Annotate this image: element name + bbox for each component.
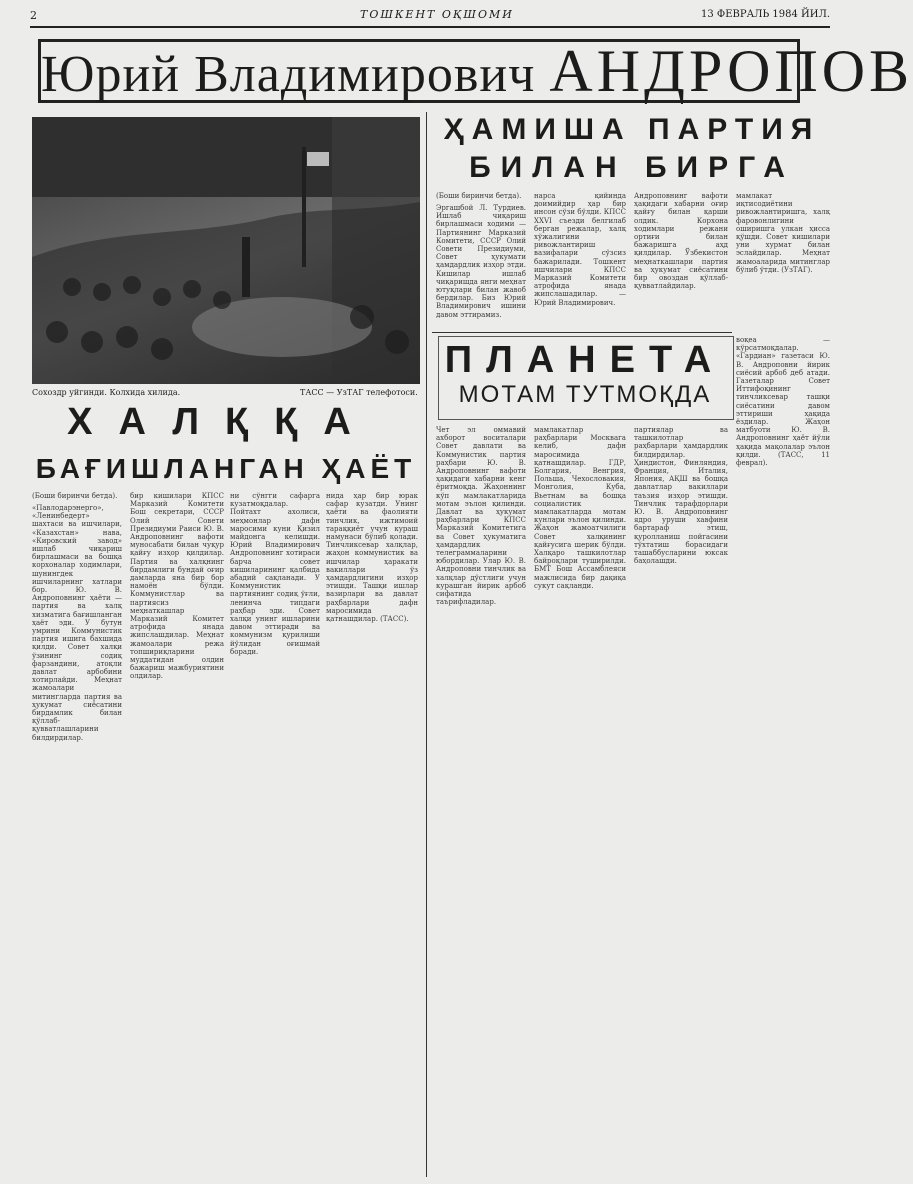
left-column-3: ни сўнгги сафарга кузатмоқдалар. Пойтахт ахолиси, меҳмонлар дафн маросими куни Қизил майдонга келишди. Юрий Владимирович Андроповнинг хотираси барча совет кишиларининг қалбида абадий сақланади. У Коммунистик партиянинг содиқ ўғли, ленинча типдаги раҳбар эди. Совет халқи унинг ишларини давом эттиради ва коммунизм қурилиши йўлидан оғишмай боради. xyxy=(230,492,320,656)
left-column-2: бир кишилари КПСС Марказий Комитети Бош секретари, СССР Олий Совети Президиуми Раиси Ю. В. Андроповнинг вафоти муносабати билан чуқур қайғу изҳор қилдилар. Партия ва халқнинг бирдамлиги бундай оғир дамларда яна бир бор намоён бўлди. Коммунистлар ва партиясиз меҳнаткашлар Марказий Комитет атрофида янада жипслашдилар. Меҳнат жамоалари режа топшириқларини муддатидан олдин бажариш мажбуриятини олдилар. xyxy=(130,492,224,681)
page-number: 2 xyxy=(30,9,37,22)
left-column-1: «Павлодарэнерго», «Ленинбедерт» шахтаси ва ишчилари, «Казахстан» нава, «Кировский завод» ишлаб чиқариш бирлашмаси ва бошқа корхоналар ходимлари, шунингдек ишчиларнинг хатлари бор. Ю. В. Андроповнинг ҳаёти — партия ва халқ хизматига бағишланган ҳаёт эди. У бутун умрини Коммунистик партия ишига бахшида қилди. Совет халқи ўзининг содиқ фарзандини, атоқли давлат арбобини хотирлайди. Меҳнат жамоалари митингларда партия ва ҳукумат сиёсатини бирдамлик билан қўллаб-қувватлашларини билдирдилар. xyxy=(32,504,122,742)
issue-date: 13 ФЕВРАЛЬ 1984 ЙИЛ. xyxy=(700,9,830,20)
right-top-headline-bottom: БИЛАН БИРГА xyxy=(469,151,795,184)
right-bottom-column-2: мамлакатлар раҳбарлари Москвага келиб, дафн маросимида қатнашдилар. ГДР, Болгария, Венгрия, Польша, Чехословакия, Монголия, Куба, Вьетнам ва бошқа социалистик мамлакатларда мотам кунлари эълон қилинди. Жаҳон жамоатчилиги Совет халқининг қайғусига шерик бўлди. Халқаро ташкилотлар байроқлари туширилди. БМТ Бош Ассамблеяси мажлисида бир дақиқа сукут сақланди. xyxy=(534,426,626,590)
right-top-lead: (Боши биринчи бетда). xyxy=(436,192,522,200)
right-bottom-column-4: воқеа — кўрсатмоқдалар. «Гардиан» газетаси Ю. В. Андроповни йирик сиёсий арбоб деб атади. Газеталар Совет Иттифоқининг тинчликсевар ташқи сиёсатини давом эттириши ҳақида ёздилар. Жаҳон матбуоти Ю. В. Андроповнинг ҳаёт йўли ҳақида мақолалар эълон қилди. (ТАСС, 11 феврал). xyxy=(736,336,830,468)
right-top-column-4: мамлакат иқтисодиётини ривожлантиришга, халқ фаровонлигини оширишга улкан ҳисса қўшди. Совет кишилари уни хурмат билан эслайдилар. Меҳнат жамоаларида митинглар бўлиб ўтди. (УзТАГ). xyxy=(736,192,830,274)
funeral-photo xyxy=(32,117,420,384)
banner-first-names: Юрий Владимирович xyxy=(41,46,536,103)
right-bottom-column-1: Чет эл оммавий ахборот воситалари Совет давлати ва Коммунистик партия раҳбари Ю. В. Андроповнинг вафоти ҳақидаги хабарни кенг ёритмоқда. Жаҳоннинг кўп мамлакатларида мотам эълон қилинди. Давлат ва ҳукумат раҳбарлари КПСС Марказий Комитетига ва Совет ҳукуматига ҳамдардлик телеграммаларини юбордилар. Улар Ю. В. Андроповни тинчлик ва халқлар дўстлиги учун курашган йирик арбоб сифатида таърифладилар. xyxy=(436,426,526,607)
banner-headline xyxy=(38,38,913,104)
banner-surname: АНДРОПОВ xyxy=(549,38,913,104)
photo-credit: ТАСС — УзТАГ телефотоси. xyxy=(300,388,418,397)
left-headline-top: ХАЛҚҚА xyxy=(67,401,377,443)
left-lead: (Боши биринчи бетда). xyxy=(32,492,118,500)
right-top-headline-top: ҲАМИША ПАРТИЯ xyxy=(443,113,821,146)
vertical-divider xyxy=(426,112,427,1177)
right-bottom-headline-bottom: МОТАМ ТУТМОҚДА xyxy=(458,381,712,408)
right-top-column-2: нарса қийинда доимийдир ҳар бир инсон сўзи бўлди. КПСС XXVI съезди белгилаб берган режалар, халқ хўжалигини ривожлантириш вазифалари сўзсиз бажарилади. Тошкент ишчилари КПСС Марказий Комитети атрофида янада жипслашадилар. — Юрий Владимирович. xyxy=(534,192,626,307)
photo-caption: Сохоздр уйгинди. Колхида хилида. xyxy=(32,388,181,397)
right-bottom-headline-top: ПЛАНЕТА xyxy=(444,339,726,381)
left-headline-bottom: БАҒИШЛАНГАН ҲАЁТ xyxy=(35,453,417,484)
horizontal-divider xyxy=(432,332,732,333)
right-top-column-1: Эргашбой Л. Турдиев. Ишлаб чиқариш бирлашмаси ходими — Партиянинг Марказий Комитети, СССР Олий Совети Президиуми, Совет ҳукумати ҳамдардлик изҳор этди. Кишилар ишлаб чиқаришда янги меҳнат ютуқлари билан жавоб бердилар. Биз Юрий Владимирович ишини давом эттирамиз. xyxy=(436,204,526,319)
masthead xyxy=(30,6,830,28)
right-top-column-3: Андроповнинг вафоти ҳақидаги хабарни оғир қайғу билан қарши олдик. Корхона ходимлари режани ортиғи билан бажаришга аҳд қилдилар. Ўзбекистон меҳнаткашлари партия ва ҳукумат сиёсатини бир овоздан қўллаб-қувватлайдилар. xyxy=(634,192,728,291)
left-column-4: нида ҳар бир юрак сафар кузатди. Унинг ҳаёти ва фаолияти тинчлик, ижтимоий тараққиёт учун кураш намунаси бўлиб қолади. Тинчликсевар халқлар, жаҳон коммунистик ва ишчилар ҳаракати вакиллари ўз ҳамдардлигини изҳор этишди. Ташқи ишлар вазирлари ва давлат раҳбарлари дафн маросимида қатнашдилар. (ТАСС). xyxy=(326,492,418,624)
newspaper-name: ТОШКЕНТ ОҚШОМИ xyxy=(360,8,514,21)
right-bottom-column-3: партиялар ва ташкилотлар раҳбарлари ҳамдардлик билдирдилар. Ҳиндистон, Финляндия, Франция, Италия, Япония, АҚШ ва бошқа давлатлар вакиллари таъзия изҳор этишди. Тинчлик тарафдорлари Ю. В. Андроповнинг ядро уруши хавфини бартараф этиш, қуролланиш пойгасини тўхтатиш борасидаги ташаббусларини юксак баҳолашди. xyxy=(634,426,728,566)
